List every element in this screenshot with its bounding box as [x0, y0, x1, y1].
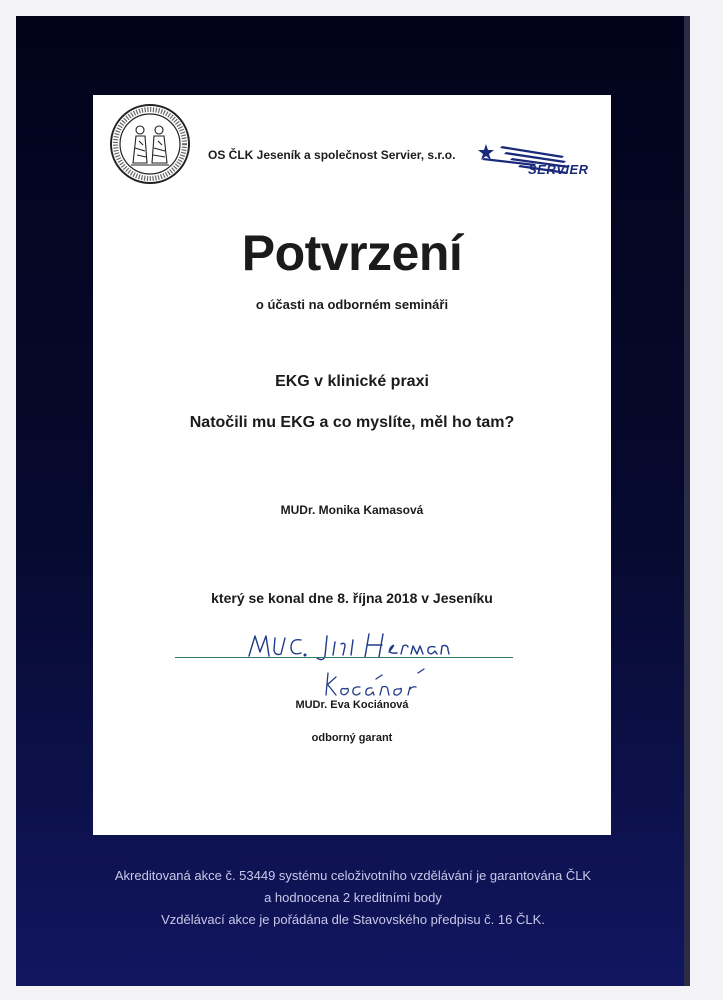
servier-logo-text: SERVIER — [528, 162, 589, 177]
lecturer-name: MUDr. Monika Kamasová — [280, 503, 424, 517]
seminar-subtopic: Natočili mu EKG a co myslíte, měl ho tam? — [189, 414, 515, 431]
organizer-line: OS ČLK Jeseník a společnost Servier, s.r.o. — [208, 148, 456, 162]
participant-signature-icon — [245, 628, 455, 664]
accreditation-line-1: Akreditovaná akce č. 53449 systému celoživotního vzdělávání je garantována ČLK — [114, 868, 592, 883]
certificate-subtitle: o účasti na odborném semináři — [255, 297, 449, 312]
guarantor-role: odborný garant — [311, 732, 393, 744]
accreditation-line-3: Vzdělávací akce je pořádána dle Stavovského předpisu č. 16 ČLK. — [161, 912, 545, 927]
guarantor-name: MUDr. Eva Kociánová — [295, 699, 409, 711]
certificate-paper — [93, 95, 611, 835]
signature-line — [175, 657, 513, 658]
certificate-title: Potvrzení — [241, 225, 463, 281]
guarantor-signature-icon — [322, 667, 432, 701]
event-date-place: který se konal dne 8. října 2018 v Jeseníku — [211, 590, 493, 606]
seminar-topic: EKG v klinické praxi — [275, 373, 429, 390]
accreditation-line-2: a hodnocena 2 kreditními body — [264, 890, 442, 905]
chamber-seal-icon — [109, 103, 191, 185]
